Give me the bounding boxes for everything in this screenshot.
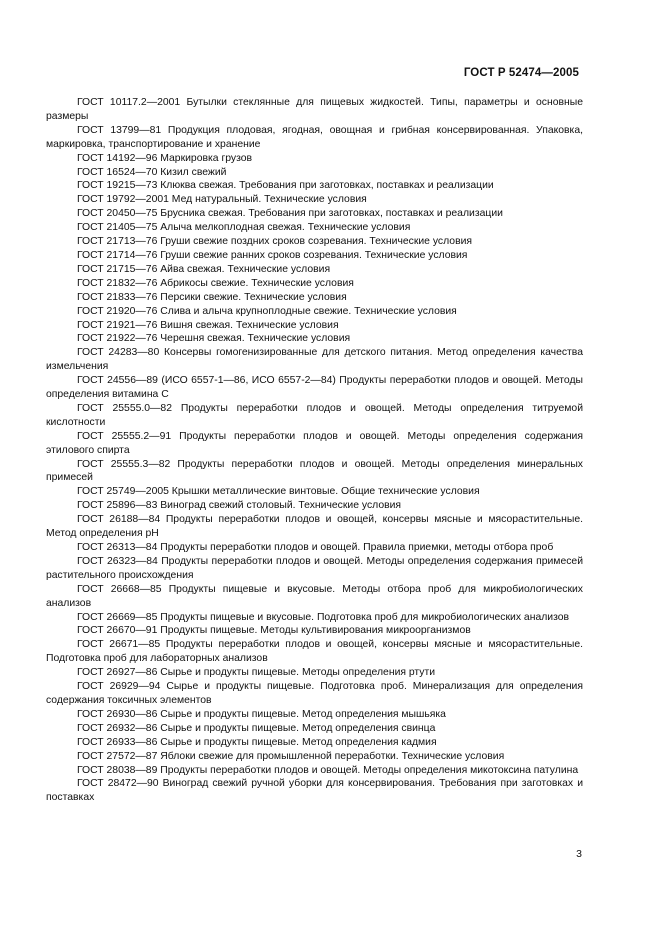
reference-item: ГОСТ 28038—89 Продукты переработки плодов и овощей. Методы определения микотоксина патулина xyxy=(77,764,579,776)
reference-item: ГОСТ 21713—76 Груши свежие поздних сроков созревания. Технические условия xyxy=(77,236,473,248)
reference-item: ГОСТ 19215—73 Клюква свежая. Требования при заготовках, поставках и реализации xyxy=(77,180,494,192)
reference-item: ГОСТ 21714—76 Груши свежие ранних сроков созревания. Технические условия xyxy=(77,249,468,261)
reference-item: ГОСТ 21405—75 Алыча мелкоплодная свежая. Технические условия xyxy=(77,222,411,234)
reference-item: ГОСТ 26323—84 Продукты переработки плодов и овощей. Методы определения содержания примесей растительного происхождения xyxy=(46,555,583,581)
reference-item: ГОСТ 13799—81 Продукция плодовая, ягодная, овощная и грибная консервированная. Упаковка, маркировка, транспортирование и хранение xyxy=(46,124,583,150)
reference-item: ГОСТ 21921—76 Вишня свежая. Технические условия xyxy=(77,319,339,331)
reference-item: ГОСТ 21920—76 Слива и алыча крупноплодные свежие. Технические условия xyxy=(77,305,457,317)
reference-item: ГОСТ 16524—70 Кизил свежий xyxy=(77,166,227,178)
reference-item: ГОСТ 26671—85 Продукты переработки плодов и овощей, консервы мясные и мясорастительные. Подготовка проб для лабораторных анализов xyxy=(46,639,583,665)
reference-item: ГОСТ 20450—75 Брусника свежая. Требования при заготовках, поставках и реализации xyxy=(77,208,503,220)
reference-item: ГОСТ 26188—84 Продукты переработки плодов и овощей, консервы мясные и мясорастительные. Метод определения pH xyxy=(46,514,583,540)
reference-item: ГОСТ 25896—83 Виноград свежий столовый. Технические условия xyxy=(77,500,402,512)
reference-item: ГОСТ 26930—86 Сырье и продукты пищевые. Метод определения мышьяка xyxy=(77,708,446,720)
reference-item: ГОСТ 26927—86 Сырье и продукты пищевые. Методы определения ртути xyxy=(77,667,436,679)
reference-item: ГОСТ 25749—2005 Крышки металлические винтовые. Общие технические условия xyxy=(77,486,480,498)
normative-references-list xyxy=(46,96,583,805)
reference-item: ГОСТ 10117.2—2001 Бутылки стеклянные для пищевых жидкостей. Типы, параметры и основные размеры xyxy=(46,97,583,122)
reference-item: ГОСТ 25555.3—82 Продукты переработки плодов и овощей. Методы определения минеральных примесей xyxy=(46,458,583,484)
reference-item: ГОСТ 21922—76 Черешня свежая. Технические условия xyxy=(77,333,351,345)
reference-item: ГОСТ 28472—90 Виноград свежий ручной уборки для консервирования. Требования при заготовках и поставках xyxy=(46,778,583,804)
reference-item: ГОСТ 26669—85 Продукты пищевые и вкусовые. Подготовка проб для микробиологических анализов xyxy=(77,611,570,623)
document-header: ГОСТ Р 52474—2005 xyxy=(463,67,579,79)
reference-item: ГОСТ 25555.2—91 Продукты переработки плодов и овощей. Методы определения содержания этилового спирта xyxy=(46,430,583,456)
page-number: 3 xyxy=(576,848,582,860)
reference-item: ГОСТ 21833—76 Персики свежие. Технические условия xyxy=(77,291,347,303)
reference-item: ГОСТ 24556—89 (ИСО 6557-1—86, ИСО 6557-2—84) Продукты переработки плодов и овощей. Методы определения витамина С xyxy=(46,375,583,401)
reference-item: ГОСТ 21832—76 Абрикосы свежие. Технические условия xyxy=(77,277,354,289)
reference-item: ГОСТ 26932—86 Сырье и продукты пищевые. Метод определения свинца xyxy=(77,722,436,734)
reference-item: ГОСТ 21715—76 Айва свежая. Технические условия xyxy=(77,263,331,275)
reference-item: ГОСТ 26670—91 Продукты пищевые. Методы культивирования микроорганизмов xyxy=(77,625,471,637)
reference-item: ГОСТ 27572—87 Яблоки свежие для промышленной переработки. Технические условия xyxy=(77,750,505,762)
reference-item: ГОСТ 26929—94 Сырье и продукты пищевые. Подготовка проб. Минерализация для определения содержания токсичных элементов xyxy=(46,681,583,706)
reference-item: ГОСТ 26313—84 Продукты переработки плодов и овощей. Правила приемки, методы отбора проб xyxy=(77,542,554,553)
reference-item: ГОСТ 14192—96 Маркировка грузов xyxy=(77,152,253,164)
reference-item: ГОСТ 26668—85 Продукты пищевые и вкусовые. Методы отбора проб для микробиологических анализов xyxy=(46,583,583,609)
reference-item: ГОСТ 25555.0—82 Продукты переработки плодов и овощей. Методы определения титруемой кислотности xyxy=(46,402,583,428)
reference-item: ГОСТ 24283—80 Консервы гомогенизированные для детского питания. Метод определения качества измельчения xyxy=(46,347,583,373)
reference-item: ГОСТ 26933—86 Сырье и продукты пищевые. Метод определения кадмия xyxy=(77,736,437,748)
reference-item: ГОСТ 19792—2001 Мед натуральный. Технические условия xyxy=(77,194,367,206)
